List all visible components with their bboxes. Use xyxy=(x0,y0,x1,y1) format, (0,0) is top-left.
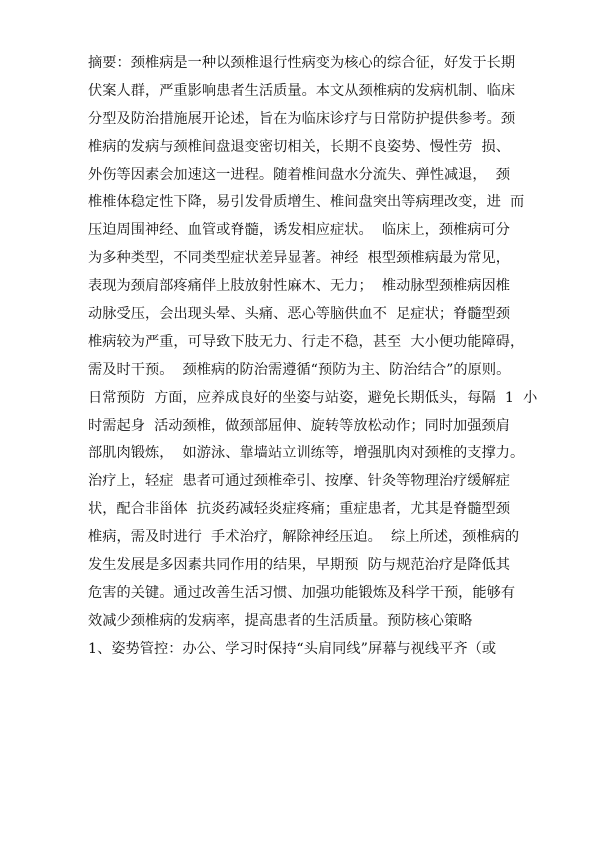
text-line: 为多种类型，不同类型症状差异显著。神经 根型颈椎病最为常见， xyxy=(88,250,511,267)
text-line: 动脉受压，会出现头晕、头痛、恶心等脑供血不 足症状；脊髓型颈 xyxy=(88,306,511,323)
text-line: 日常预防 方面，应养成良好的坐姿与站姿，避免长期低头，每隔 1 小 xyxy=(88,389,538,406)
text-line: 治疗上，轻症 患者可通过颈椎牵引、按摩、针灸等物理治疗缓解症 xyxy=(88,473,511,490)
text-line: 时需起身 活动颈椎，做颈部屈伸、旋转等放松动作；同时加强颈肩 xyxy=(88,417,511,434)
abstract-body xyxy=(88,50,538,664)
text-line: 伏案人群，严重影响患者生活质量。本文从颈椎病的发病机制、临床 xyxy=(88,82,516,99)
text-line: 椎病的发病与颈椎间盘退变密切相关，长期不良姿势、慢性劳 损、 xyxy=(88,138,511,155)
text-line: 摘要：颈椎病是一种以颈椎退行性病变为核心的综合征，好发于长期 xyxy=(88,55,516,71)
text-line: 表现为颈肩部疼痛伴上肢放射性麻木、无力； 椎动脉型颈椎病因椎 xyxy=(88,278,511,295)
text-line: 椎病，需及时进行 手术治疗，解除神经压迫。 综上所述，颈椎病的 xyxy=(88,529,520,546)
text-line: 效减少颈椎病的发病率，提高患者的生活质量。预防核心策略 xyxy=(88,612,473,629)
text-line: 外伤等因素会加速这一进程。随着椎间盘水分流失、弹性减退， 颈 xyxy=(88,166,511,183)
text-line: 危害的关键。通过改善生活习惯、加强功能锻炼及科学干预，能够有 xyxy=(88,584,516,601)
text-line: 状，配合非甾体 抗炎药减轻炎症疼痛；重症患者，尤其是脊髓型颈 xyxy=(88,501,511,518)
text-line: 分型及防治措施展开论述，旨在为临床诊疗与日常防护提供参考。颈 xyxy=(88,110,516,127)
text-line: 1、姿势管控：办公、学习时保持“头肩同线”屏幕与视线平齐（或 xyxy=(88,640,497,657)
text-line: 需及时干预。 颈椎病的防治需遵循“预防为主、防治结合”的原则。 xyxy=(88,361,511,378)
text-line: 椎椎体稳定性下降，易引发骨质增生、椎间盘突出等病理改变，进 而 xyxy=(88,194,525,211)
text-line: 椎病较为严重，可导致下肢无力、行走不稳，甚至 大小便功能障碍， xyxy=(88,333,525,350)
text-line: 部肌肉锻炼， 如游泳、靠墙站立训练等，增强肌肉对颈椎的支撑力。 xyxy=(88,445,525,462)
text-line: 发生发展是多因素共同作用的结果，早期预 防与规范治疗是降低其 xyxy=(88,557,511,574)
text-line: 压迫周围神经、血管或脊髓，诱发相应症状。 临床上，颈椎病可分 xyxy=(88,222,511,239)
